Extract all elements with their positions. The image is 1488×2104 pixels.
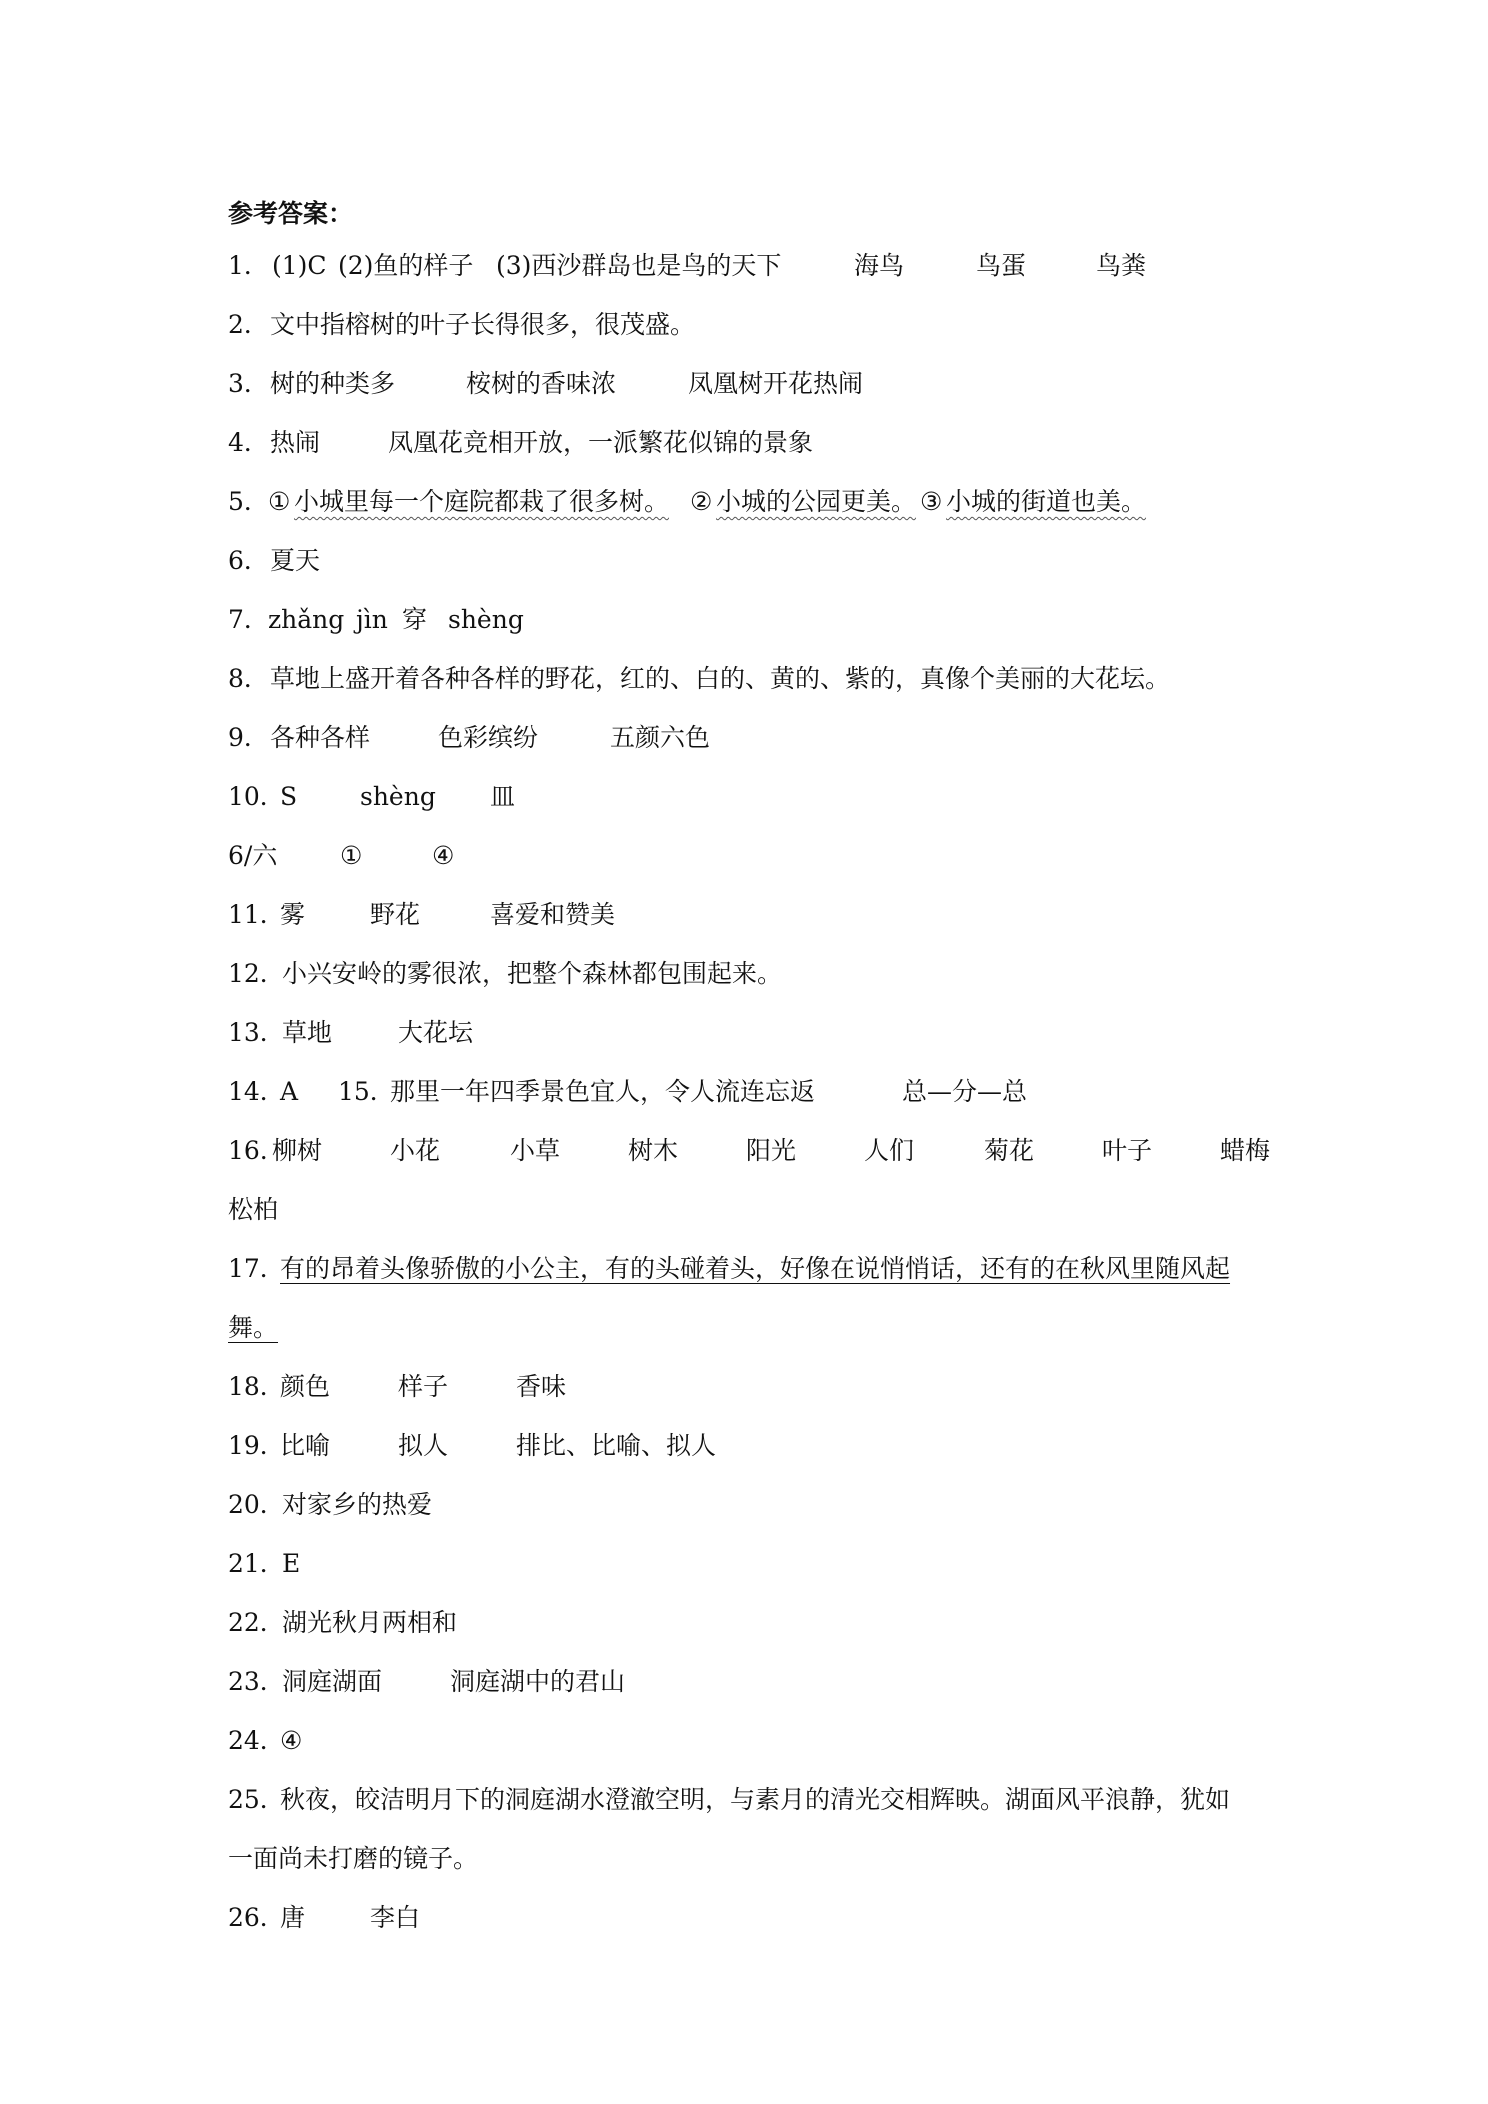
underlined-sentence: 小城的公园更美。 xyxy=(716,487,917,516)
underlined-sentence: 小城里每一个庭院都栽了很多树。 xyxy=(294,487,670,516)
underlined-sentence: 有的昂着头像骄傲的小公主，有的头碰着头，好像在说悄悄话，还有的在秋风里随风起 xyxy=(280,1254,1231,1283)
underlined-sentence: 小城的街道也美。 xyxy=(946,487,1147,516)
answer-page: 参考答案： 1． (1)C (2)鱼的样子 (3)西沙群岛也是鸟的天下 海鸟 鸟蛋 鸟粪 2． 文中指榕树的叶子长得很多，很茂盛。 3． 树的种类多 桉树的香味浓 凤凰树开花热闹 4． 热闹 凤凰花竞相开放，一派繁花似锦的景象 5． ① 小城里每一个庭院都栽了很多树。 ② 小城的公园更美。 ③ 小城的街道也美。 6． 夏天 7． zhǎng jìn 穿 shèng 8． 草地上盛开着各种各样的野花，红的、白的、黄的、紫的，真像个美丽的大花坛。 9． 各种各样 色彩缤纷 五颜六色 10． S shèng 皿 6/六 ① ④ 11． 雾 野花 喜爱和赞美 12． 小兴安岭的雾很浓，把整个森林都包围起来。 13． 草地 大花坛 14． A 15． 那里一年四季景色宜人，令人流连忘返 总—分—总 16. 柳树 小花 小草 树木 阳光 人们 菊花 叶子 蜡梅 松柏 17． 有的昂着头像骄傲的小公主，有的头碰着头，好像在说悄悄话，还有的在秋风里随风起 舞。 18． 颜色 样子 香味 19． 比喻 拟人 排比、比喻、拟人 20． 对家乡的热爱 21． E 22． 湖光秋月两相和 23． 洞庭湖面 洞庭湖中的君山 24． ④ 25． 秋夜，皎洁明月下的洞庭湖水澄澈空明，与素月的清光交相辉映。湖面风平浪静，犹如 一面尚未打磨的镜子。 26． 唐 李白 xyxy=(0,0,1488,2104)
underlined-sentence: 舞。 xyxy=(228,1313,279,1342)
answers-heading: 参考答案： xyxy=(228,199,354,228)
